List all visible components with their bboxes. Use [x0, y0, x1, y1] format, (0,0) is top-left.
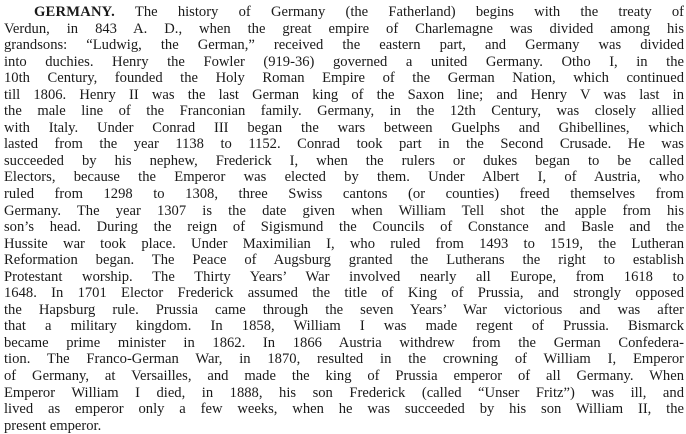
text-line: grandsons: “Ludwig, the German,” received the eastern part, and Germany was divided	[4, 37, 684, 54]
text-line: 10th Century, founded the Holy Roman Empire of the German Nation, which continued	[4, 70, 684, 87]
text-line: of Germany, at Versailles, and made the king of Prussia emperor of all Germany. When	[4, 368, 684, 385]
text-line: ruled from 1298 to 1308, three Swiss cantons (or counties) freed themselves from	[4, 186, 684, 203]
text-line: Emperor William I died, in 1888, his son Frederick (called “Unser Fritz”) was ill, and	[4, 384, 684, 401]
text-line: till 1806. Henry II was the last German king of the Saxon line; and Henry V was last in	[4, 86, 684, 103]
text-line: Germany. The year 1307 is the date given when William Tell shot the apple from his	[4, 202, 684, 219]
article	[4, 4, 684, 434]
line-text: The history of Germany (the Fatherland) begins with the treaty of	[134, 4, 684, 20]
text-line: became prime minister in 1862. In 1866 Austria withdrew from the German Confedera-	[4, 334, 684, 351]
text-line: the male line of the Franconian family. Germany, in the 12th Century, was closely allied	[4, 103, 684, 120]
text-line	[4, 4, 684, 21]
text-line: lived as emperor only a few weeks, when he was succeeded by his son William II, the	[4, 401, 684, 418]
text-line: the Hapsburg rule. Prussia came through the seven Years’ War victorious and was after	[4, 301, 684, 318]
text-line: son’s head. During the reign of Sigismund the Councils of Constance and Basle and the	[4, 219, 684, 236]
text-line: lasted from the year 1138 to 1152. Conrad took part in the Second Crusade. He was	[4, 136, 684, 153]
text-line: tion. The Franco-German War, in 1870, resulted in the crowning of William I, Emperor	[4, 351, 684, 368]
text-line: Verdun, in 843 A. D., when the great empire of Charlemagne was divided among his	[4, 20, 684, 37]
text-line: succeeded by his nephew, Frederick I, when the rulers or dukes began to be called	[4, 152, 684, 169]
text-line: Electors, because the Emperor was elected by them. Under Albert I, of Austria, who	[4, 169, 684, 186]
text-line: with Italy. Under Conrad III began the wars between Guelphs and Ghibellines, which	[4, 119, 684, 136]
text-line: present emperor.	[4, 417, 102, 434]
text-line: 1648. In 1701 Elector Frederick assumed the title of King of Prussia, and strongly opposed	[4, 285, 684, 302]
article-heading: GERMANY.	[34, 4, 115, 20]
text-line: Protestant worship. The Thirty Years’ War involved nearly all Europe, from 1618 to	[4, 268, 684, 285]
text-line: that a military kingdom. In 1858, William I was made regent of Prussia. Bismarck	[4, 318, 684, 335]
text-line: Hussite war took place. Under Maximilian I, who ruled from 1493 to 1519, the Lutheran	[4, 235, 684, 252]
text-line: into duchies. Henry the Fowler (919-36) governed a united Germany. Otho I, in the	[4, 53, 684, 70]
text-line: Reformation began. The Peace of Augsburg granted the Lutherans the right to establish	[4, 252, 684, 269]
